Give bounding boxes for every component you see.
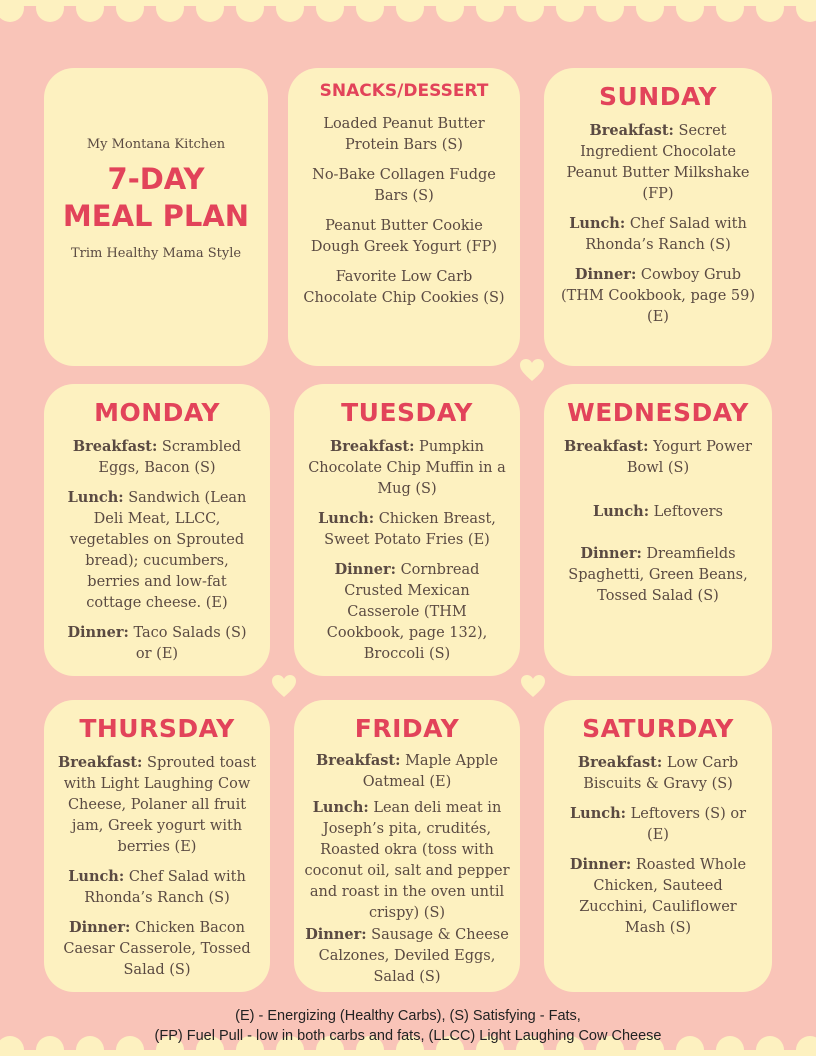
meal-text: Cornbread Crusted Mexican Casserole (THM Cookbook, page 132), Broccoli (S) [326,562,488,662]
meal-dinner [58,917,256,981]
meal-label: Breakfast: [564,438,649,455]
top-scallop-border [0,0,816,50]
meal-lunch [308,508,506,551]
heart-icon [271,674,297,698]
meal-text: Sprouted toast with Light Laughing Cow Cheese, Polaner all fruit jam, Greek yogurt with berries (E) [63,755,257,855]
meal-text: Chef Salad with Rhonda’s Ranch (S) [84,869,246,906]
day-title: SUNDAY [598,82,718,111]
meal-label: Breakfast: [330,438,415,455]
day-card-monday [44,384,270,676]
meal-label: Dinner: [569,856,632,873]
legend-line: (E) - Energizing (Healthy Carbs), (S) Satisfying - Fats, [235,1008,581,1024]
meal-breakfast [308,436,506,500]
meal-text: Yogurt Power Bowl (S) [626,439,752,476]
day-title: MONDAY [94,398,220,427]
meal-text: Dreamfields Spaghetti, Green Beans, Tossed Salad (S) [568,546,748,604]
meal-breakfast [558,436,758,479]
heart-icon [519,358,545,382]
meal-label: Lunch: [67,489,124,506]
meal-text: Roasted Whole Chicken, Sauteed Zucchini, Cauliflower Mash (S) [579,857,747,936]
meal-text: Taco Salads (S) or (E) [128,625,247,662]
day-card-saturday [544,700,772,992]
meal-label: Lunch: [312,799,369,816]
meal-lunch [58,866,256,909]
day-card-friday [294,700,520,992]
meal-text: Lean deli meat in Joseph’s pita, crudités, Roasted okra (toss with coconut oil, salt and pepper and roast in the oven until crispy) (S) [304,800,510,921]
snack-item: No-Bake Collagen Fudge Bars (S) [312,167,496,204]
meal-text: Chef Salad with Rhonda’s Ranch (S) [585,216,747,253]
meal-text: Leftovers [649,504,723,520]
meal-label: Dinner: [574,266,637,283]
snacks-title: SNACKS/DESSERT [319,81,489,101]
legend-footer [0,1006,816,1046]
meal-text: Sandwich (Lean Deli Meat, LLCC, vegetables on Sprouted bread); cucumbers, berries and low-fat cottage cheese. (E) [69,490,247,611]
meal-text: Scrambled Eggs, Bacon (S) [98,439,242,476]
day-card-wednesday [544,384,772,676]
meal-label: Breakfast: [316,752,401,769]
meal-dinner [304,924,510,988]
meal-breakfast [58,436,256,479]
plan-title: 7-DAY MEAL PLAN [62,162,250,233]
meal-label: Dinner: [334,561,396,578]
plan-subtitle: Trim Healthy Mama Style [70,246,242,261]
snacks-card [288,68,520,366]
meal-breakfast [58,752,256,858]
meal-label: Lunch: [593,503,650,520]
day-card-thursday [44,700,270,992]
meal-text: Secret Ingredient Chocolate Peanut Butter Milkshake (FP) [566,123,750,202]
meal-label: Lunch: [569,805,626,822]
snack-item: Peanut Butter Cookie Dough Greek Yogurt (FP) [310,218,498,255]
meal-lunch [558,501,758,523]
snack-item: Loaded Peanut Butter Protein Bars (S) [323,116,485,153]
meal-dinner [558,264,758,328]
day-title: WEDNESDAY [567,398,749,427]
meal-text: Pumpkin Chocolate Chip Muffin in a Mug (S) [308,439,506,497]
heart-icon [520,674,546,698]
meal-label: Lunch: [569,215,626,232]
meal-text: Chicken Breast, Sweet Potato Fries (E) [324,511,496,548]
day-title: SATURDAY [582,714,734,743]
day-title: FRIDAY [354,714,460,743]
day-card-sunday [544,68,772,366]
snack-item: Favorite Low Carb Chocolate Chip Cookies (S) [303,269,505,306]
meal-label: Breakfast: [72,438,158,455]
meal-text: Chicken Bacon Caesar Casserole, Tossed Salad (S) [63,920,251,978]
meal-dinner [558,854,758,939]
day-title: THURSDAY [79,714,235,743]
meal-label: Lunch: [318,510,375,527]
meal-text: Low Carb Biscuits & Gravy (S) [583,755,739,792]
intro-card [44,68,268,366]
meal-label: Dinner: [67,624,129,641]
meal-text: Maple Apple Oatmeal (E) [362,753,498,790]
day-title: TUESDAY [341,398,473,427]
meal-breakfast [304,750,510,793]
meal-label: Dinner: [580,545,642,562]
day-card-tuesday [294,384,520,676]
meal-text: Cowboy Grub (THM Cookbook, page 59) (E) [560,267,756,325]
meal-text: Leftovers (S) or (E) [626,806,747,843]
meal-breakfast [558,752,758,795]
meal-text: Sausage & Cheese Calzones, Deviled Eggs, Salad (S) [318,927,509,985]
meal-dinner [58,622,256,665]
meal-dinner [558,543,758,607]
meal-dinner [308,559,506,665]
meal-lunch [304,797,510,924]
meal-lunch [558,803,758,846]
meal-label: Dinner: [69,919,131,936]
meal-label: Breakfast: [577,754,663,771]
meal-breakfast [558,120,758,205]
meal-label: Lunch: [68,868,125,885]
brand-name: My Montana Kitchen [86,137,226,152]
meal-lunch [558,213,758,256]
legend-line: (FP) Fuel Pull - low in both carbs and fats, (LLCC) Light Laughing Cow Cheese [154,1028,662,1044]
meal-label: Breakfast: [589,122,674,139]
meal-label: Breakfast: [58,754,143,771]
meal-lunch [58,487,256,614]
meal-label: Dinner: [305,926,367,943]
